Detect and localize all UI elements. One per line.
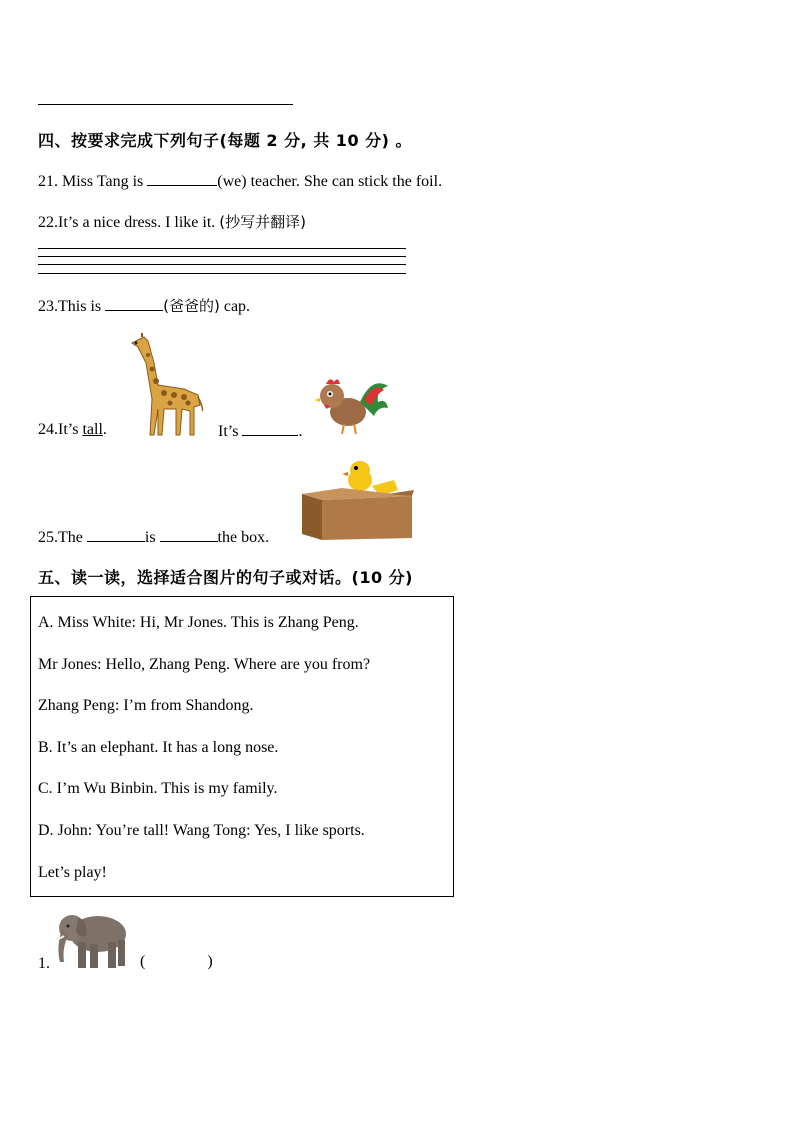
q1-paren-open: ( [140, 953, 146, 970]
option-b: B. It’s an elephant. It has a long nose. [38, 739, 279, 756]
q21-number: 21 [38, 173, 54, 190]
question-23 [38, 295, 250, 317]
q25-text-after: the box. [217, 529, 270, 546]
option-a-line-3: Zhang Peng: I’m from Shandong. [38, 697, 254, 714]
elephant-icon [52, 906, 132, 970]
q23-text-after: cap. [219, 298, 251, 315]
question-25 [38, 526, 269, 548]
q24-text-before: 24.It’s [38, 421, 83, 438]
q1-paren-close: ) [207, 953, 213, 970]
giraffe-icon [124, 333, 206, 437]
q1-number: 1. [38, 955, 50, 972]
q22-writing-line-2[interactable] [38, 256, 406, 257]
option-c: C. I’m Wu Binbin. This is my family. [38, 780, 278, 797]
option-d-line-1: D. John: You’re tall! Wang Tong: Yes, I like sports. [38, 822, 365, 839]
option-d-line-2: Let’s play! [38, 864, 107, 881]
answer-line-top[interactable] [38, 104, 293, 105]
q1-answer-paren[interactable] [140, 952, 213, 972]
section5-heading: 五、读一读，选择适合图片的句子或对话。(10 分) [38, 568, 413, 587]
q24-second-text: It’s [218, 423, 243, 440]
q25-blank-1[interactable] [87, 526, 145, 542]
q25-blank-2[interactable] [160, 526, 218, 542]
q24-period: . [102, 421, 107, 438]
option-a-line-2: Mr Jones: Hello, Zhang Peng. Where are you from? [38, 656, 371, 673]
option-a-line-1: A. Miss White: Hi, Mr Jones. This is Zhang Peng. [38, 614, 359, 631]
q24-blank[interactable] [242, 420, 298, 436]
q23-blank[interactable] [105, 295, 163, 311]
q21-text-before: . Miss Tang is [54, 173, 148, 190]
q21-text-after: (we) teacher. She can stick the foil. [217, 173, 443, 190]
question-22 [38, 212, 306, 233]
q22-writing-line-4[interactable] [38, 273, 406, 274]
q24-word-tall: tall [82, 421, 103, 438]
q22-writing-line-3[interactable] [38, 264, 406, 265]
question-21 [38, 170, 442, 192]
question-24 [38, 420, 107, 440]
q21-blank[interactable] [147, 170, 217, 186]
q22-instruction: (抄写并翻译) [219, 213, 307, 231]
duck-in-box-icon [302, 456, 416, 542]
question-24-second [218, 420, 302, 442]
q23-text-before: 23.This is [38, 298, 106, 315]
q22-text: 22.It’s a nice dress. I like it. [38, 214, 220, 231]
q22-writing-line-1[interactable] [38, 248, 406, 249]
question-1 [38, 954, 50, 974]
q24-end: . [298, 423, 303, 440]
rooster-icon [314, 372, 392, 436]
q25-text-mid: is [144, 529, 160, 546]
q23-hint: (爸爸的) [163, 297, 220, 315]
q25-text-before: 25.The [38, 529, 87, 546]
section4-heading: 四、按要求完成下列句子(每题 2 分, 共 10 分) 。 [38, 131, 413, 150]
